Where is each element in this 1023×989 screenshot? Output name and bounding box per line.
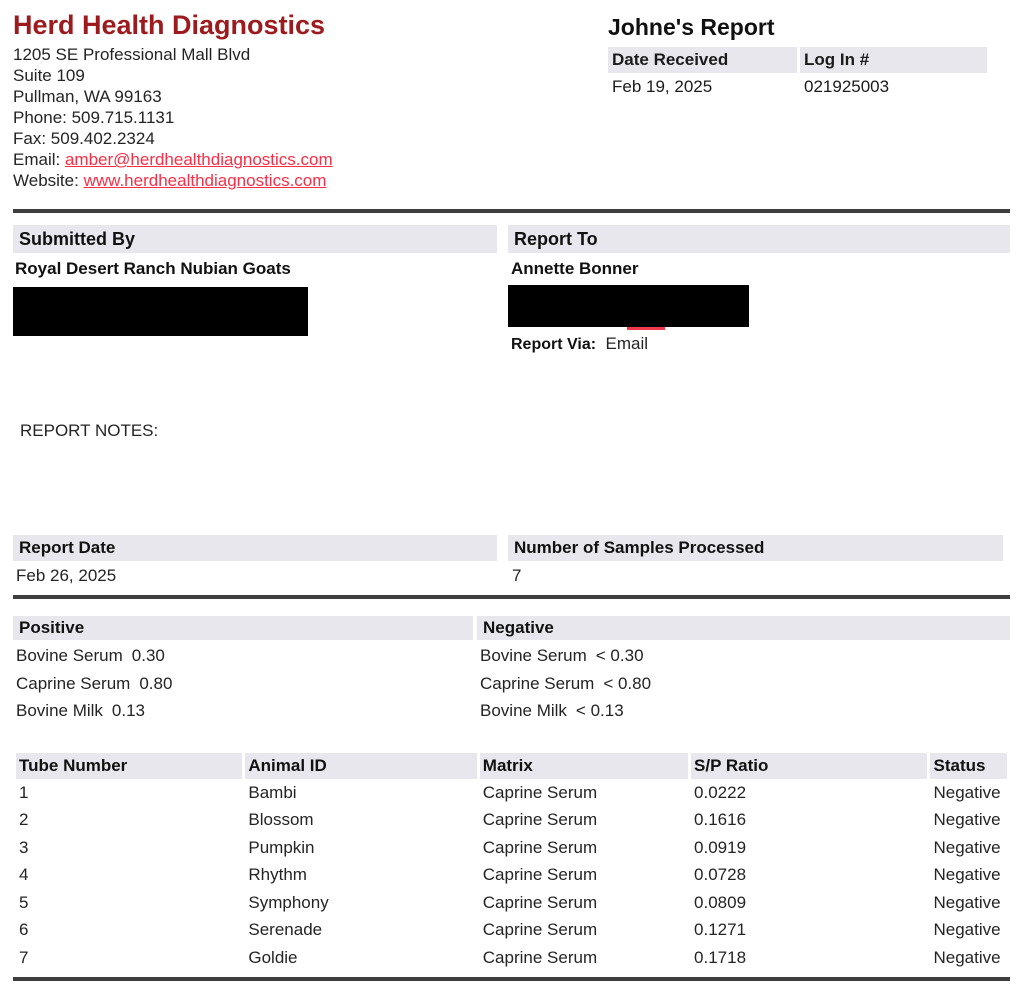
table-row [16, 944, 1007, 972]
phone-line: Phone: 509.715.1131 [13, 108, 175, 127]
positive-heading: Positive [19, 618, 85, 637]
negative-heading: Negative [483, 618, 554, 637]
samples-bar [508, 535, 1003, 561]
website-label: Website: [13, 171, 79, 190]
samples-label: Number of Samples Processed [514, 538, 765, 557]
report-notes-label: REPORT NOTES: [20, 421, 159, 440]
table-cell: Caprine Serum [482, 892, 598, 912]
redaction-artifact [627, 327, 665, 330]
date-received-label: Date Received [608, 47, 797, 73]
positive-bar [13, 616, 473, 640]
table-cell: 3 [19, 837, 29, 857]
report-via-line [511, 334, 648, 354]
table-row [16, 862, 1007, 890]
table-cell: Caprine Serum [482, 837, 598, 857]
col-header-tube-number: Tube Number [16, 753, 242, 779]
redaction-box [13, 287, 308, 336]
table-cell: 0.0809 [694, 892, 747, 912]
clinic-address-block [13, 44, 573, 191]
table-cell: 1 [19, 782, 29, 802]
report-to-bar [508, 225, 1010, 253]
table-row [16, 917, 1007, 945]
threshold-value: < 0.80 [603, 673, 652, 693]
divider-rule [13, 595, 1010, 599]
table-cell: Blossom [248, 810, 314, 830]
address-line: Pullman, WA 99163 [13, 87, 162, 106]
website-link[interactable]: www.herdhealthdiagnostics.com [83, 171, 327, 190]
threshold-matrix: Caprine Serum [16, 673, 131, 693]
table-cell: Negative [933, 810, 1001, 830]
table-cell: Negative [933, 782, 1001, 802]
email-label: Email: [13, 150, 61, 169]
table-cell: Caprine Serum [482, 865, 598, 885]
report-header-table [605, 47, 990, 99]
table-cell: Serenade [248, 920, 323, 940]
positive-threshold-row [16, 670, 172, 698]
report-title: Johne's Report [608, 14, 775, 40]
negative-threshold-row [480, 670, 651, 698]
fax-line: Fax: 509.402.2324 [13, 129, 155, 148]
results-header-row [16, 753, 1007, 779]
table-cell: Caprine Serum [482, 782, 598, 802]
submitted-by-bar [13, 225, 497, 253]
threshold-value: < 0.30 [595, 646, 644, 665]
website-line [13, 170, 573, 191]
table-cell: Negative [933, 865, 1001, 885]
table-cell: Caprine Serum [482, 920, 598, 940]
clinic-header [13, 10, 573, 191]
negative-bar [477, 616, 1010, 640]
threshold-matrix: Bovine Serum [16, 646, 123, 665]
negative-threshold-row [480, 642, 651, 670]
threshold-matrix: Bovine Milk [480, 701, 567, 720]
email-link[interactable]: amber@herdhealthdiagnostics.com [64, 150, 333, 169]
threshold-value: 0.13 [111, 701, 146, 720]
table-cell: Negative [933, 892, 1001, 912]
table-cell: Rhythm [248, 865, 307, 885]
table-cell: Symphony [248, 892, 329, 912]
threshold-value: 0.30 [131, 646, 165, 665]
table-cell: 5 [19, 892, 29, 912]
table-cell: 0.1616 [694, 810, 747, 830]
table-cell: Bambi [248, 782, 297, 802]
table-row [16, 834, 1007, 862]
email-line [13, 149, 573, 170]
table-cell: 0.0222 [694, 782, 747, 802]
recipient-name: Annette Bonner [511, 259, 639, 278]
table-row [16, 807, 1007, 835]
col-header-sp-ratio: S/P Ratio [691, 753, 927, 779]
threshold-value: 0.80 [139, 673, 173, 693]
date-received-value: Feb 19, 2025 [612, 77, 713, 96]
threshold-matrix: Caprine Serum [480, 673, 595, 693]
login-label: Log In # [800, 47, 987, 73]
redaction-box [508, 285, 749, 327]
report-date-value: Feb 26, 2025 [16, 566, 117, 585]
table-cell: 6 [19, 920, 29, 940]
table-cell: Negative [933, 837, 1001, 857]
divider-rule [13, 977, 1010, 981]
report-to-heading: Report To [514, 228, 598, 249]
report-date-label: Report Date [19, 538, 116, 557]
report-via-label: Report Via: [511, 336, 597, 353]
results-table [13, 753, 1010, 972]
col-header-matrix: Matrix [480, 753, 688, 779]
table-cell: 0.1718 [694, 947, 747, 967]
table-cell: 4 [19, 865, 29, 885]
table-cell: 2 [19, 810, 29, 830]
submitter-name: Royal Desert Ranch Nubian Goats [15, 259, 291, 278]
positive-thresholds [16, 642, 172, 725]
address-line: Suite 109 [13, 66, 85, 85]
table-row [16, 779, 1007, 807]
table-cell: 0.0919 [694, 837, 747, 857]
threshold-matrix: Bovine Milk [16, 701, 103, 720]
report-header [608, 14, 998, 99]
col-header-status: Status [930, 753, 1007, 779]
table-cell: Goldie [248, 947, 298, 967]
report-date-bar [13, 535, 497, 561]
threshold-value: < 0.13 [575, 701, 624, 720]
table-cell: Negative [933, 947, 1001, 967]
negative-thresholds [480, 642, 651, 725]
address-line: 1205 SE Professional Mall Blvd [13, 45, 251, 64]
positive-threshold-row [16, 697, 172, 725]
samples-value: 7 [512, 566, 522, 585]
submitted-by-heading: Submitted By [19, 228, 136, 249]
table-cell: 0.0728 [694, 865, 747, 885]
report-via-value: Email [605, 334, 649, 353]
table-cell: Pumpkin [248, 837, 315, 857]
col-header-animal-id: Animal ID [245, 753, 476, 779]
positive-threshold-row [16, 642, 172, 670]
table-cell: Caprine Serum [482, 947, 598, 967]
table-cell: Negative [933, 920, 1001, 940]
table-row [16, 889, 1007, 917]
table-cell: 0.1271 [694, 920, 747, 940]
threshold-matrix: Bovine Serum [480, 646, 587, 665]
negative-threshold-row [480, 697, 651, 725]
clinic-name: Herd Health Diagnostics [13, 10, 326, 40]
divider-rule [13, 209, 1010, 213]
login-value: 021925003 [804, 77, 890, 96]
table-cell: Caprine Serum [482, 810, 598, 830]
table-cell: 7 [19, 947, 29, 967]
